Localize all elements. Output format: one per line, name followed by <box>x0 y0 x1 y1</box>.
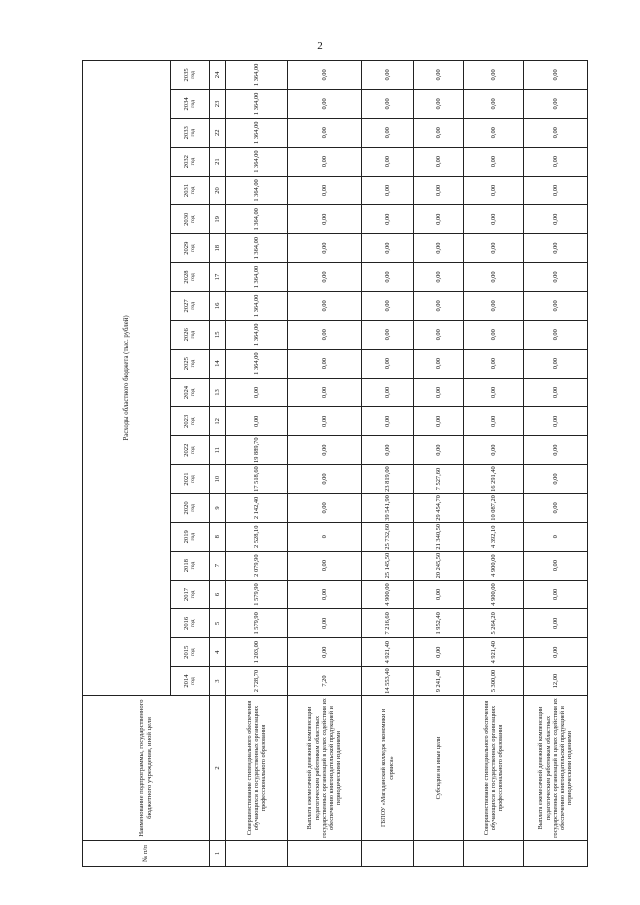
year-unit: год <box>190 590 196 599</box>
value-cell-2035: 0,00 <box>288 60 362 89</box>
value-cell-2026: 0,00 <box>362 320 414 349</box>
column-number-cell: 12 <box>210 407 226 436</box>
year-header-2028 <box>171 263 210 292</box>
year-header-2026 <box>171 320 210 349</box>
value-cell-2026: 1 364,00 <box>226 320 288 349</box>
column-number-cell: 4 <box>210 638 226 667</box>
year-unit: год <box>190 215 196 224</box>
value-cell-2024: 0,00 <box>362 378 414 407</box>
value-cell-2015: 4 921,40 <box>464 638 524 667</box>
value-cell-2029: 0,00 <box>414 234 464 263</box>
value-cell-2027: 0,00 <box>524 291 588 320</box>
year-unit: год <box>190 100 196 108</box>
year-unit: год <box>190 446 196 455</box>
row-name-cell: ГБПОУ «Магаданский колледж экономики и сервиса» <box>362 696 414 841</box>
column-number-cell: 23 <box>210 89 226 118</box>
value-cell-2019: 0 <box>524 522 588 551</box>
value-cell-2025: 0,00 <box>464 349 524 378</box>
column-number-cell: 11 <box>210 436 226 465</box>
year-unit: год <box>190 648 196 657</box>
year-value: 2032 <box>182 155 190 169</box>
value-cell-2030: 1 364,00 <box>226 205 288 234</box>
value-cell-2024: 0,00 <box>414 378 464 407</box>
value-cell-2022: 0,00 <box>524 436 588 465</box>
value-cell-2026: 0,00 <box>288 320 362 349</box>
value-cell-2028: 0,00 <box>362 263 414 292</box>
column-number-cell: 19 <box>210 205 226 234</box>
value-cell-2035: 1 364,00 <box>226 60 288 89</box>
value-cell-2031: 0,00 <box>288 176 362 205</box>
year-unit: год <box>190 302 196 310</box>
value-cell-2031: 1 364,00 <box>226 176 288 205</box>
year-header-2019 <box>171 522 210 551</box>
column-number-cell: 17 <box>210 263 226 292</box>
value-cell-2030: 0,00 <box>524 205 588 234</box>
value-cell-2016: 0,00 <box>288 609 362 638</box>
year-value: 2034 <box>182 97 190 111</box>
year-header-2022 <box>171 436 210 465</box>
value-cell-2019: 2 528,10 <box>226 522 288 551</box>
value-cell-2033: 0,00 <box>464 118 524 147</box>
value-cell-2035: 0,00 <box>362 60 414 89</box>
year-unit: год <box>190 504 196 512</box>
value-cell-2021: 0,00 <box>524 465 588 494</box>
value-cell-2018: 20 245,50 <box>414 551 464 580</box>
value-cell-2028: 1 364,00 <box>226 263 288 292</box>
year-header-2029 <box>171 234 210 263</box>
year-value: 2030 <box>182 212 190 226</box>
value-cell-2028: 0,00 <box>464 263 524 292</box>
year-value: 2025 <box>182 357 190 371</box>
year-header-2035 <box>171 60 210 89</box>
row-number-cell <box>464 841 524 867</box>
value-cell-2031: 0,00 <box>362 176 414 205</box>
column-number-cell: 2 <box>210 696 226 841</box>
value-cell-2034: 0,00 <box>362 89 414 118</box>
row-number-cell <box>288 841 362 867</box>
year-header-2014 <box>171 667 210 696</box>
value-cell-2018: 0,00 <box>524 551 588 580</box>
value-cell-2034: 0,00 <box>414 89 464 118</box>
value-cell-2024: 0,00 <box>226 378 288 407</box>
value-cell-2015: 0,00 <box>288 638 362 667</box>
year-header-2021 <box>171 465 210 494</box>
value-cell-2018: 4 900,00 <box>464 551 524 580</box>
value-cell-2027: 0,00 <box>288 291 362 320</box>
column-number-cell: 1 <box>210 841 226 867</box>
year-unit: год <box>190 359 196 368</box>
year-unit: год <box>190 128 196 137</box>
value-cell-2024: 0,00 <box>524 378 588 407</box>
value-cell-2032: 1 364,00 <box>226 147 288 176</box>
column-number-cell: 3 <box>210 667 226 696</box>
value-cell-2029: 1 364,00 <box>226 234 288 263</box>
value-cell-2015: 0,00 <box>414 638 464 667</box>
value-cell-2023: 0,00 <box>414 407 464 436</box>
value-cell-2033: 0,00 <box>524 118 588 147</box>
year-value: 2014 <box>182 674 190 688</box>
value-cell-2034: 0,00 <box>464 89 524 118</box>
value-cell-2021: 23 819,00 <box>362 465 414 494</box>
value-cell-2020: 10 087,20 <box>464 493 524 522</box>
value-cell-2023: 0,00 <box>362 407 414 436</box>
value-cell-2017: 0,00 <box>414 580 464 609</box>
year-unit: год <box>190 677 196 685</box>
table-body <box>226 60 588 866</box>
value-cell-2030: 0,00 <box>288 205 362 234</box>
column-number-row <box>210 60 226 866</box>
page-number: 2 <box>317 40 323 52</box>
column-number-cell: 14 <box>210 349 226 378</box>
year-unit: год <box>190 619 196 628</box>
value-cell-2022: 0,00 <box>288 436 362 465</box>
value-cell-2024: 0,00 <box>464 378 524 407</box>
value-cell-2016: 1 952,40 <box>414 609 464 638</box>
value-cell-2014: 5 300,00 <box>464 667 524 696</box>
year-value: 2023 <box>182 414 190 428</box>
value-cell-2032: 0,00 <box>288 147 362 176</box>
value-cell-2020: 2 142,40 <box>226 493 288 522</box>
value-cell-2021: 7 527,60 <box>414 465 464 494</box>
value-cell-2021: 0,00 <box>288 465 362 494</box>
header-row-top <box>83 60 171 866</box>
value-cell-2027: 1 364,00 <box>226 291 288 320</box>
value-cell-2035: 0,00 <box>414 60 464 89</box>
row-name-cell: Совершенствование стипендиального обеспечения обучающихся в государственных организациях профессионального образования <box>464 696 524 841</box>
value-cell-2024: 0,00 <box>288 378 362 407</box>
value-cell-2030: 0,00 <box>414 205 464 234</box>
value-cell-2027: 0,00 <box>362 291 414 320</box>
column-number-cell: 22 <box>210 118 226 147</box>
value-cell-2017: 4 900,00 <box>362 580 414 609</box>
value-cell-2015: 0,00 <box>524 638 588 667</box>
value-cell-2022: 0,00 <box>362 436 414 465</box>
value-cell-2028: 0,00 <box>524 263 588 292</box>
value-cell-2034: 0,00 <box>288 89 362 118</box>
value-cell-2016: 1 579,90 <box>226 609 288 638</box>
value-cell-2032: 0,00 <box>414 147 464 176</box>
value-cell-2031: 0,00 <box>524 176 588 205</box>
value-cell-2028: 0,00 <box>288 263 362 292</box>
value-cell-2032: 0,00 <box>362 147 414 176</box>
year-unit: год <box>190 71 196 79</box>
year-value: 2018 <box>182 559 190 573</box>
year-header-2016 <box>171 609 210 638</box>
year-unit: год <box>190 273 196 281</box>
value-cell-2019: 21 340,50 <box>414 522 464 551</box>
year-value: 2031 <box>182 183 190 198</box>
value-cell-2021: 17 518,60 <box>226 465 288 494</box>
table-header <box>83 60 226 866</box>
column-number-cell: 7 <box>210 551 226 580</box>
year-header-2025 <box>171 349 210 378</box>
value-cell-2023: 0,00 <box>226 407 288 436</box>
budget-table <box>82 60 588 867</box>
value-cell-2014: 12,00 <box>524 667 588 696</box>
table-row <box>288 60 362 866</box>
value-cell-2028: 0,00 <box>414 263 464 292</box>
value-cell-2029: 0,00 <box>464 234 524 263</box>
value-cell-2026: 0,00 <box>414 320 464 349</box>
column-number-cell: 18 <box>210 234 226 263</box>
value-cell-2023: 0,00 <box>524 407 588 436</box>
year-value: 2028 <box>182 270 190 284</box>
table-row <box>226 60 288 866</box>
value-cell-2018: 0,00 <box>288 551 362 580</box>
table-row <box>524 60 588 866</box>
value-cell-2021: 16 291,40 <box>464 465 524 494</box>
value-cell-2022: 0,00 <box>414 436 464 465</box>
year-value: 2024 <box>182 385 190 400</box>
year-value: 2022 <box>182 443 190 457</box>
column-number-cell: 8 <box>210 522 226 551</box>
value-cell-2029: 0,00 <box>524 234 588 263</box>
year-header-2032 <box>171 147 210 176</box>
value-cell-2016: 0,00 <box>524 609 588 638</box>
column-number-cell: 5 <box>210 609 226 638</box>
value-cell-2027: 0,00 <box>464 291 524 320</box>
year-value: 2016 <box>182 616 190 630</box>
header-expenses-cell: Расходы областного бюджета (тыс. рублей) <box>83 60 171 695</box>
value-cell-2025: 0,00 <box>362 349 414 378</box>
year-value: 2019 <box>182 530 190 544</box>
year-header-2023 <box>171 407 210 436</box>
year-value: 2033 <box>182 126 190 140</box>
value-cell-2033: 0,00 <box>288 118 362 147</box>
value-cell-2020: 0,00 <box>288 493 362 522</box>
year-unit: год <box>190 388 196 397</box>
year-unit: год <box>190 186 196 195</box>
year-value: 2020 <box>182 501 190 515</box>
row-number-cell <box>362 841 414 867</box>
year-value: 2029 <box>182 241 190 255</box>
year-value: 2026 <box>182 328 190 342</box>
value-cell-2031: 0,00 <box>414 176 464 205</box>
value-cell-2017: 1 579,90 <box>226 580 288 609</box>
column-number-cell: 9 <box>210 493 226 522</box>
value-cell-2034: 0,00 <box>524 89 588 118</box>
value-cell-2033: 0,00 <box>362 118 414 147</box>
year-value: 2015 <box>182 645 190 659</box>
row-number-cell <box>414 841 464 867</box>
header-name-cell: Наименование подпрограммы, государственного бюджетного учреждения, иной цели <box>83 696 210 841</box>
value-cell-2023: 0,00 <box>464 407 524 436</box>
value-cell-2025: 0,00 <box>524 349 588 378</box>
value-cell-2016: 5 264,20 <box>464 609 524 638</box>
year-value: 2027 <box>182 299 190 313</box>
column-number-cell: 15 <box>210 320 226 349</box>
value-cell-2033: 0,00 <box>414 118 464 147</box>
value-cell-2025: 0,00 <box>288 349 362 378</box>
value-cell-2015: 4 921,40 <box>362 638 414 667</box>
value-cell-2022: 19 889,70 <box>226 436 288 465</box>
year-unit: год <box>190 417 196 426</box>
value-cell-2020: 29 454,70 <box>414 493 464 522</box>
year-unit: год <box>190 475 196 483</box>
year-header-2031 <box>171 176 210 205</box>
year-header-2033 <box>171 118 210 147</box>
row-name-cell: Выплата ежемесячной денежной компенсации педагогическим работникам областных государственных организаций в целях содействия их обеспечению книгоиздательской продукцией и периодическими изданиями <box>524 696 588 841</box>
row-name-cell: Субсидии на иные цели <box>414 696 464 841</box>
value-cell-2026: 0,00 <box>524 320 588 349</box>
year-value: 2017 <box>182 587 190 602</box>
column-number-cell: 24 <box>210 60 226 89</box>
value-cell-2019: 4 392,10 <box>464 522 524 551</box>
value-cell-2017: 0,00 <box>524 580 588 609</box>
value-cell-2022: 0,00 <box>464 436 524 465</box>
value-cell-2014: 9 241,40 <box>414 667 464 696</box>
value-cell-2016: 7 216,60 <box>362 609 414 638</box>
value-cell-2014: 2 728,70 <box>226 667 288 696</box>
value-cell-2023: 0,00 <box>288 407 362 436</box>
value-cell-2015: 1 203,00 <box>226 638 288 667</box>
value-cell-2035: 0,00 <box>524 60 588 89</box>
header-number-cell: № п/п <box>83 841 210 867</box>
row-number-cell <box>226 841 288 867</box>
value-cell-2030: 0,00 <box>464 205 524 234</box>
year-value: 2021 <box>182 472 190 486</box>
table-row <box>414 60 464 866</box>
value-cell-2035: 0,00 <box>464 60 524 89</box>
year-header-2030 <box>171 205 210 234</box>
year-header-2020 <box>171 493 210 522</box>
value-cell-2033: 1 364,00 <box>226 118 288 147</box>
year-header-2018 <box>171 551 210 580</box>
value-cell-2017: 4 900,00 <box>464 580 524 609</box>
value-cell-2032: 0,00 <box>464 147 524 176</box>
year-header-2027 <box>171 291 210 320</box>
year-value: 2035 <box>182 68 190 82</box>
table-row <box>362 60 414 866</box>
year-unit: год <box>190 330 196 339</box>
year-unit: год <box>190 561 196 570</box>
value-cell-2019: 0 <box>288 522 362 551</box>
rotated-table-container <box>82 62 587 867</box>
value-cell-2019: 25 732,60 <box>362 522 414 551</box>
value-cell-2025: 1 364,00 <box>226 349 288 378</box>
value-cell-2030: 0,00 <box>362 205 414 234</box>
value-cell-2017: 0,00 <box>288 580 362 609</box>
value-cell-2014: 7,20 <box>288 667 362 696</box>
value-cell-2029: 0,00 <box>288 234 362 263</box>
value-cell-2034: 1 364,00 <box>226 89 288 118</box>
value-cell-2026: 0,00 <box>464 320 524 349</box>
year-unit: год <box>190 157 196 166</box>
year-header-2024 <box>171 378 210 407</box>
value-cell-2018: 2 079,90 <box>226 551 288 580</box>
value-cell-2020: 0,00 <box>524 493 588 522</box>
column-number-cell: 10 <box>210 465 226 494</box>
row-name-cell: Выплата ежемесячной денежной компенсации педагогическим работникам областных государственных организаций в целях содействия их обеспечению книгоиздательской продукцией и периодическими изданиями <box>288 696 362 841</box>
value-cell-2029: 0,00 <box>362 234 414 263</box>
table-row <box>464 60 524 866</box>
value-cell-2018: 25 145,50 <box>362 551 414 580</box>
year-header-2015 <box>171 638 210 667</box>
column-number-cell: 20 <box>210 176 226 205</box>
value-cell-2020: 39 541,90 <box>362 493 414 522</box>
value-cell-2031: 0,00 <box>464 176 524 205</box>
row-name-cell: Совершенствование стипендиального обеспечения обучающихся в государственных организациях профессионального образования <box>226 696 288 841</box>
row-number-cell <box>524 841 588 867</box>
column-number-cell: 6 <box>210 580 226 609</box>
value-cell-2014: 14 553,40 <box>362 667 414 696</box>
year-unit: год <box>190 244 196 252</box>
value-cell-2032: 0,00 <box>524 147 588 176</box>
column-number-cell: 21 <box>210 147 226 176</box>
value-cell-2027: 0,00 <box>414 291 464 320</box>
year-header-2034 <box>171 89 210 118</box>
column-number-cell: 13 <box>210 378 226 407</box>
column-number-cell: 16 <box>210 291 226 320</box>
year-header-2017 <box>171 580 210 609</box>
year-unit: год <box>190 532 196 541</box>
value-cell-2025: 0,00 <box>414 349 464 378</box>
